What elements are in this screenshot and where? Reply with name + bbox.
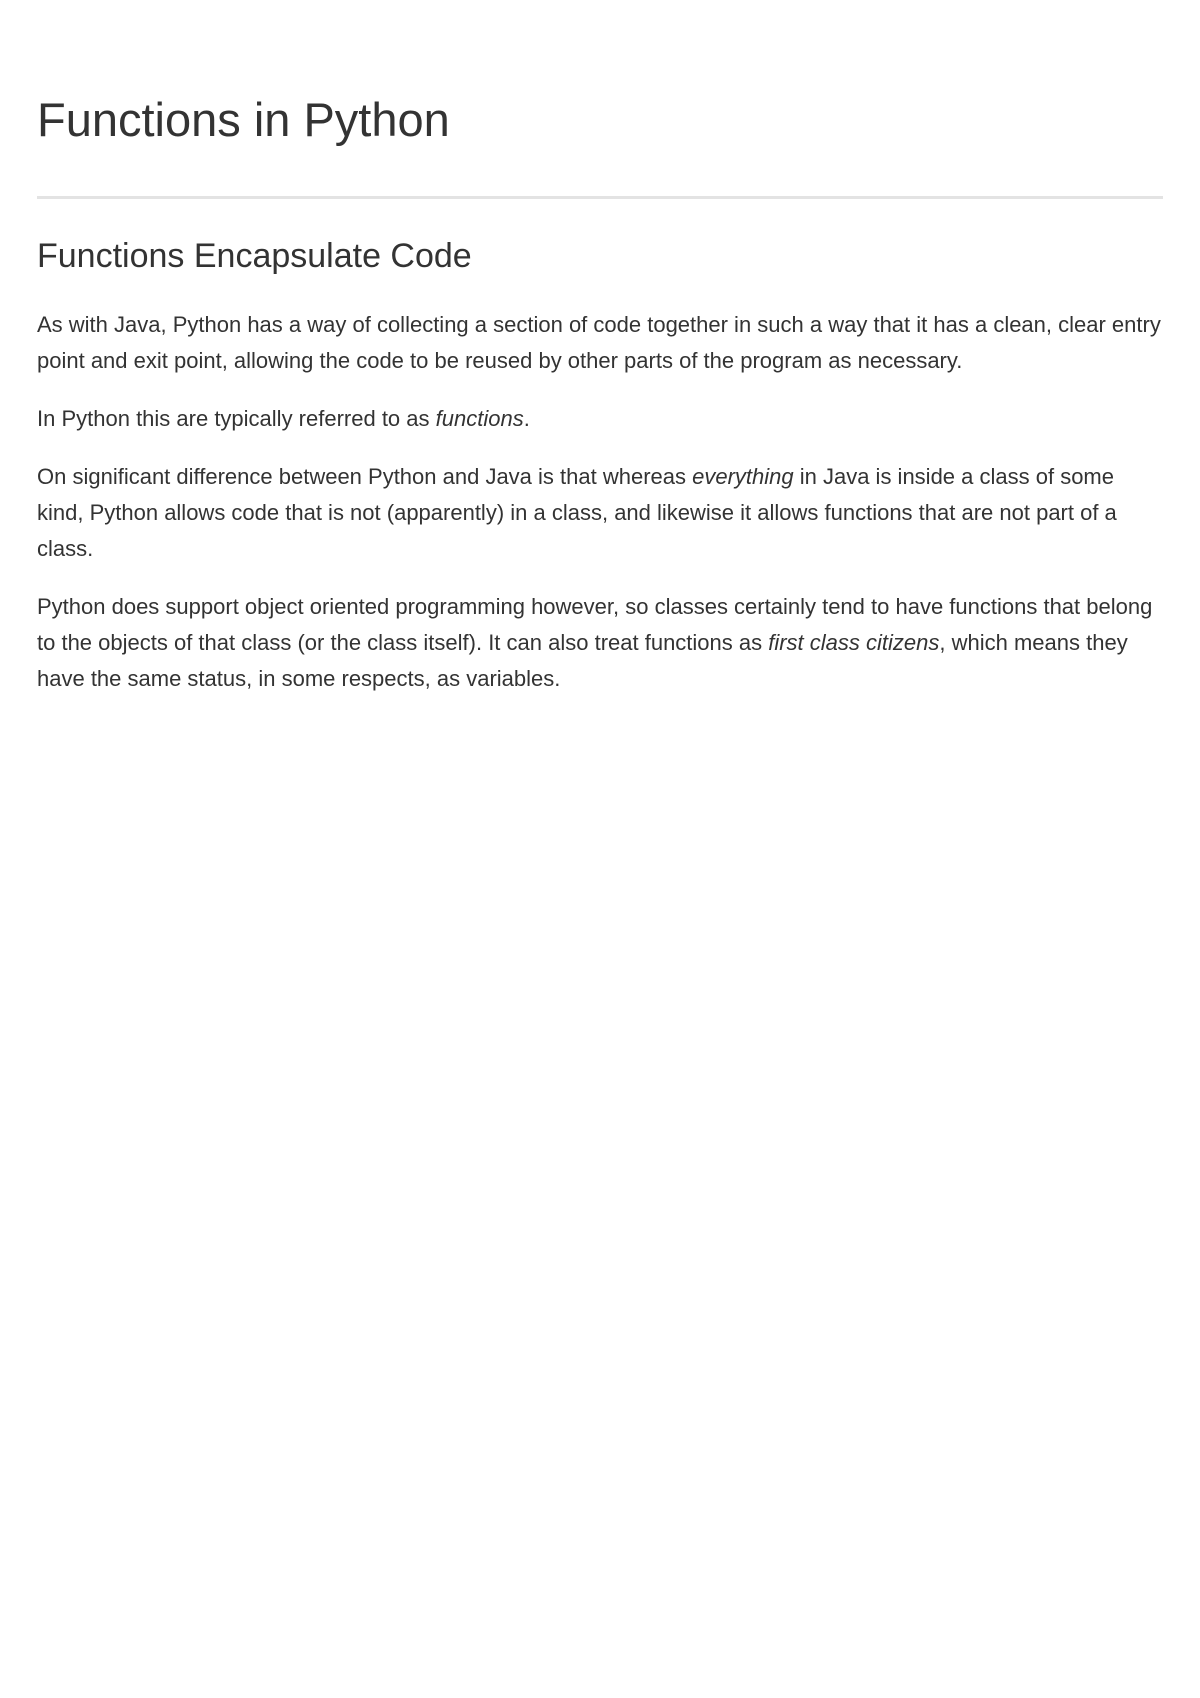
- paragraph-1: [37, 307, 1163, 379]
- paragraph-2-text-before: In Python this are typically referred to as: [37, 406, 436, 431]
- paragraph-2-emphasis: functions: [435, 406, 524, 431]
- paragraph-2: [37, 401, 1163, 437]
- section-heading: Functions Encapsulate Code: [37, 237, 472, 275]
- page-title: Functions in Python: [37, 93, 450, 146]
- paragraph-2-text-after: .: [523, 406, 530, 431]
- title-divider: [37, 196, 1163, 199]
- paragraph-3-text-before: On significant difference between Python and Java is that whereas: [37, 464, 693, 489]
- paragraph-4-text-after: , which means they have the same status, in some respects, as variables.: [37, 630, 1128, 691]
- paragraph-4: [37, 589, 1163, 697]
- paragraph-3-emphasis: everything: [692, 464, 794, 489]
- paragraph-3: [37, 459, 1163, 567]
- paragraph-4-emphasis: first class citizens: [768, 630, 940, 655]
- paragraph-1-text: As with Java, Python has a way of collecting a section of code together in such a way that it has a clean, clear entry point and exit point, allowing the code to be reused by other parts of the program as necessary.: [37, 312, 1161, 373]
- paragraph-4-text-before: Python does support object oriented programming however, so classes certainly tend to have functions that belong to the objects of that class (or the class itself). It can also treat functions as: [37, 594, 1153, 655]
- paragraph-3-text-after: in Java is inside a class of some kind, Python allows code that is not (apparently) in a class, and likewise it allows functions that are not part of a class.: [37, 464, 1117, 561]
